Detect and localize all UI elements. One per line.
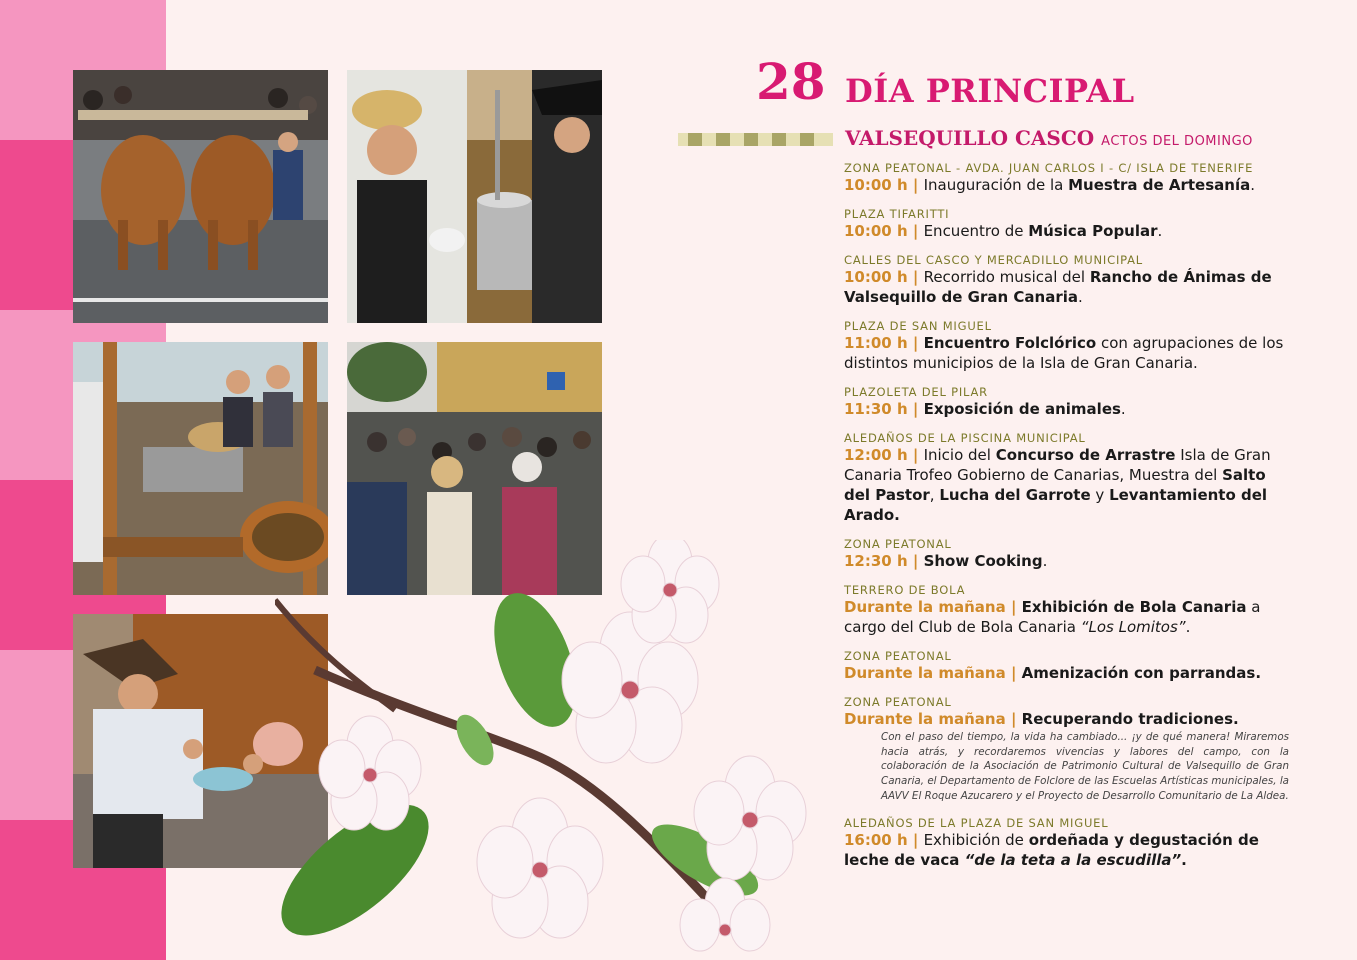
events-list (844, 162, 1289, 870)
event-highlight: Lucha del Garrote (939, 486, 1091, 504)
event-location: ZONA PEATONAL (844, 695, 952, 709)
event-highlight: Exhibición de Bola Canaria (1021, 598, 1247, 616)
venue-subtitle: ACTOS DEL DOMINGO (1101, 134, 1253, 149)
event-text: , (929, 486, 940, 504)
event-description (844, 551, 1289, 571)
photo-oxen (73, 70, 328, 323)
event-description (844, 597, 1289, 637)
event-location: TERRERO DE BOLA (844, 583, 966, 597)
event-time: 11:00 h | (844, 334, 924, 352)
event-time: 10:00 h | (844, 176, 924, 194)
event-time: Durante la mañana | (844, 710, 1022, 728)
event-description (844, 267, 1289, 307)
venue-name: VALSEQUILLO CASCO (845, 126, 1095, 150)
event-description (844, 221, 1289, 241)
event-location: ZONA PEATONAL (844, 649, 952, 663)
event-text: . (1157, 222, 1163, 240)
event-time: 12:00 h | (844, 446, 924, 464)
event-location: PLAZA TIFARITTI (844, 207, 950, 221)
event-location: PLAZOLETA DEL PILAR (844, 385, 988, 399)
event-location: ALEDAÑOS DE LA PISCINA MUNICIPAL (844, 431, 1086, 445)
event-highlight: . (1181, 850, 1187, 869)
event-location: CALLES DEL CASCO Y MERCADILLO MUNICIPAL (844, 253, 1144, 267)
event-text: “Los Lomitos” (1080, 618, 1186, 636)
event-text: a cargo del Club de Bola Canaria (844, 598, 1261, 636)
event-text: Inicio del (923, 446, 996, 464)
event-highlight: Rancho de Ánimas de Valsequillo de Gran Canaria (844, 268, 1272, 306)
event-text: Isla de Gran Canaria Trofeo Gobierno de Canarias, Muestra del (844, 446, 1271, 484)
event-text: . (1042, 552, 1048, 570)
event-note: Con el paso del tiempo, la vida ha cambiado... ¡y de qué manera! Miraremos hacia atrás, y recordaremos vivencias y labores del campo, con la colaboración de la Asociación de Patrimonio Cultural de Valsequillo de Gran Canaria, el Departamento de Folclore de las Escuelas Artísticas municipales, la AAVV El Roque Azucarero y el Proyecto de Desarrollo Comunitario de La Aldea. (881, 731, 1289, 802)
event-description (844, 175, 1289, 195)
decorative-divider (678, 133, 833, 146)
event-description (844, 663, 1289, 683)
event-highlight: Música Popular (1028, 222, 1158, 240)
event-text: . (1185, 618, 1191, 636)
event-time: 12:30 h | (844, 552, 924, 570)
venue-heading (845, 126, 1253, 150)
event-time: Durante la mañana | (844, 598, 1022, 616)
event-highlight: ordeñada y degustación de leche de vaca (844, 830, 1259, 869)
photo-cooking-pot (347, 70, 602, 323)
event-highlight: Amenización con parrandas. (1021, 664, 1262, 682)
event-location: ZONA PEATONAL (844, 537, 952, 551)
event-text: Inauguración de la (923, 176, 1069, 194)
event-description (844, 333, 1289, 373)
event-highlight: Salto del Pastor (844, 466, 1266, 504)
event-time: Durante la mañana | (844, 664, 1022, 682)
event-highlight: Exposición de animales (923, 400, 1121, 418)
event-location: PLAZA DE SAN MIGUEL (844, 319, 992, 333)
event-text: con agrupaciones de los distintos municipios de la Isla de Gran Canaria. (844, 334, 1284, 372)
event-description (844, 399, 1289, 419)
day-number: 28 (756, 52, 826, 111)
event-text: Encuentro de (923, 222, 1029, 240)
event-location: ZONA PEATONAL - AVDA. JUAN CARLOS I - C/ ISLA DE TENERIFE (844, 161, 1254, 175)
event-description (844, 830, 1289, 870)
event-description (844, 709, 1289, 729)
cherry-blossom-illustration (275, 540, 845, 960)
event-highlight: Levantamiento del Arado. (844, 486, 1268, 524)
event-time: 16:00 h | (844, 830, 924, 849)
event-highlight: Encuentro Folclórico (923, 334, 1097, 352)
event-text: Recorrido musical del (923, 268, 1090, 286)
event-text: y (1090, 486, 1110, 504)
event-highlight: Show Cooking (923, 552, 1043, 570)
event-text: . (1250, 176, 1255, 194)
event-time: 10:00 h | (844, 268, 924, 286)
event-time: 11:30 h | (844, 400, 924, 418)
page-title: DÍA PRINCIPAL (845, 72, 1135, 110)
event-location: ALEDAÑOS DE LA PLAZA DE SAN MIGUEL (844, 815, 1109, 830)
event-text: . (1077, 288, 1083, 306)
event-highlight: Concurso de Arrastre (995, 446, 1176, 464)
event-time: 10:00 h | (844, 222, 924, 240)
event-highlight: Muestra de Artesanía (1068, 176, 1251, 194)
event-text: Exhibición de (923, 830, 1029, 849)
event-description (844, 445, 1289, 525)
event-highlight: “de la teta a la escudilla” (964, 850, 1182, 869)
event-highlight: Recuperando tradiciones. (1021, 710, 1239, 728)
event-text: . (1120, 400, 1126, 418)
